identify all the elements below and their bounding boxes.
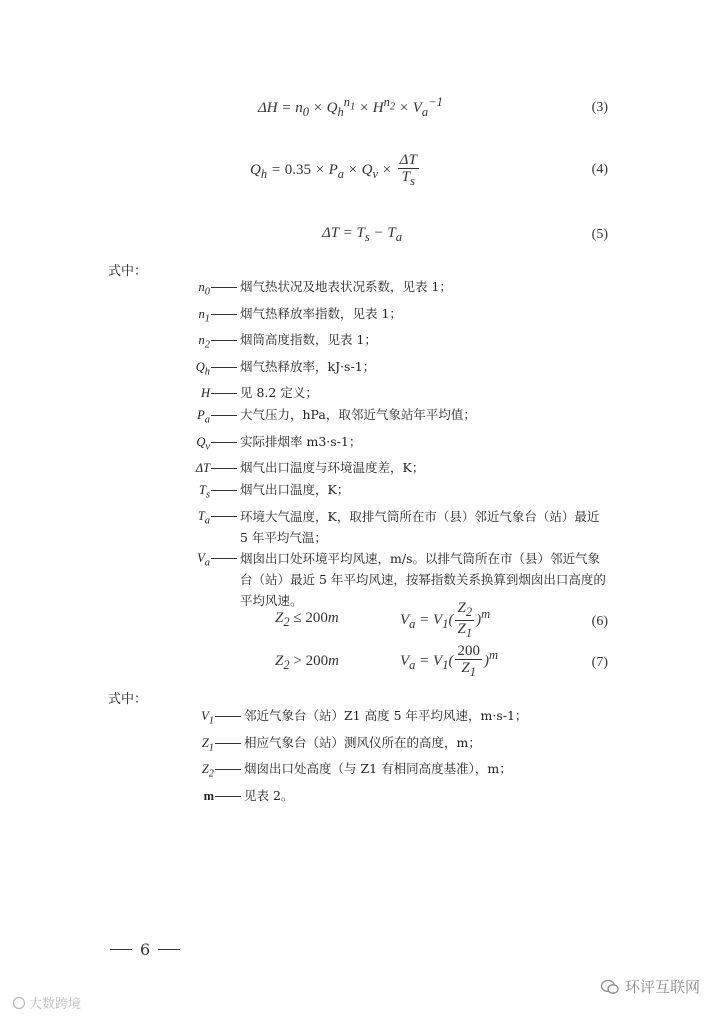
definition-text: 见表 2。 bbox=[244, 787, 294, 803]
definition-text: 实际排烟率 m3·s-1； bbox=[240, 433, 362, 449]
definition-text: 邻近气象台（站）Z1 高度 5 年平均风速，m·s-1； bbox=[244, 708, 528, 723]
definition-text: 大气压力，hPa，取邻近气象站年平均值； bbox=[240, 407, 476, 422]
definition-text: 见 8.2 定义； bbox=[240, 385, 318, 400]
definition-text: 烟囱出口处环境平均风速，m/s。以排气筒所在市（县）邻近气象台（站）最近 5 年平均风速，按幂指数关系换算到烟囱出口高度的平均风速。 bbox=[240, 550, 606, 608]
definition-item: $T_s$ 烟气出口温度，K； bbox=[198, 482, 350, 501]
definition-item: H 见 8.2 定义； bbox=[200, 385, 318, 400]
definition-text: 烟气热状况及地表状况系数，见表 1； bbox=[240, 279, 452, 294]
equation-number-3: (3) bbox=[591, 100, 608, 115]
fraction-200-Z1: $\frac{200}{Z_1}$ bbox=[457, 643, 480, 679]
equation-4: $Q_h = 0.35 \times P_a \times Q_v$ × $\frac{\Delta T}{T_s}$ bbox=[250, 152, 417, 188]
equation-3: $\Delta H = n_0 \times Q_h^{n_1} \times H^{n_2} \times V_a^{-1}$ bbox=[258, 95, 443, 119]
equation-number-4: (4) bbox=[591, 162, 608, 177]
definition-item: $n_0$ 烟气热状况及地表状况系数，见表 1； bbox=[198, 279, 452, 298]
definition-list-1 bbox=[170, 276, 610, 611]
definition-item: $n_2$ 烟筒高度指数，见表 1； bbox=[198, 332, 377, 351]
definition-item: $n_1$ 烟气热释放率指数，见表 1； bbox=[198, 305, 402, 324]
page-number bbox=[110, 940, 180, 959]
equation-7-condition: $Z_2 > 200m$ bbox=[275, 653, 339, 672]
definition-item: $Q_v$ 实际排烟率 m3·s-1； bbox=[196, 433, 362, 452]
definition-item: $P_a$ 大气压力，hPa，取邻近气象站年平均值； bbox=[197, 407, 476, 426]
definition-item: m 见表 2。 bbox=[203, 787, 294, 803]
watermark-left-text: 大数跨境 bbox=[29, 997, 82, 1012]
definition-item: $T_a$ 环境大气温度，K，取排气筒所在市（县）邻近气象台（站）最近 5 年平均气温； bbox=[170, 506, 610, 548]
fraction-deltaT-Ts: $\frac{\Delta T}{T_s}$ bbox=[399, 152, 417, 188]
definition-item: $V_a$ 烟囱出口处环境平均风速，m/s。以排气筒所在市（县）邻近气象台（站）最近 5 年平均风速，按幂指数关系换算到烟囱出口高度的平均风速。 bbox=[170, 548, 610, 611]
definition-list-2 bbox=[174, 705, 614, 807]
equation-number-5: (5) bbox=[591, 227, 608, 242]
equation-5: $\Delta T = T_s - T_a$ bbox=[322, 225, 402, 244]
definition-text: 烟气热释放率指数，见表 1； bbox=[240, 305, 402, 321]
watermark-right bbox=[601, 976, 700, 997]
equation-number-7: (7) bbox=[591, 655, 608, 670]
wechat-icon bbox=[601, 979, 619, 995]
equation-6-operator: ≤ bbox=[293, 610, 302, 626]
fraction-Z2-Z1: $\frac{Z_2}{Z_1}$ bbox=[457, 600, 473, 640]
definition-text: 烟气热释放率，kJ·s-1； bbox=[240, 358, 376, 374]
page-number-dash-left bbox=[110, 949, 132, 950]
watermark-right-text: 环评互联网 bbox=[624, 978, 700, 996]
equation-7-operator: > bbox=[293, 653, 302, 669]
watermark-left bbox=[12, 993, 81, 1012]
definition-text: 相应气象台（站）测风仪所在的高度，m； bbox=[244, 734, 481, 750]
definition-text: 烟气出口温度，K； bbox=[240, 482, 350, 497]
equation-6: $V_a = V_1$( $\frac{Z_2}{Z_1}$ )$^m$ bbox=[400, 600, 491, 640]
definition-item: $Q_h$ 烟气热释放率，kJ·s-1； bbox=[195, 358, 376, 377]
definition-item: $Z_1$ 相应气象台（站）测风仪所在的高度，m； bbox=[201, 734, 481, 753]
definition-text: 烟气出口温度与环境温度差，K； bbox=[240, 460, 425, 475]
definition-text: 环境大气温度，K，取排气筒所在市（县）邻近气象台（站）最近 5 年平均气温； bbox=[240, 508, 600, 545]
page-number-value: 6 bbox=[140, 940, 151, 959]
brand-logo-icon bbox=[12, 996, 26, 1010]
definition-item: $V_1$ 邻近气象台（站）Z1 高度 5 年平均风速，m·s-1； bbox=[201, 708, 528, 727]
equation-number-6: (6) bbox=[591, 614, 608, 629]
definition-item: $Z_2$ 烟囱出口处高度（与 Z1 有相同高度基准），m； bbox=[201, 761, 512, 780]
equation-7: $V_a = V_1$( $\frac{200}{Z_1}$ )$^m$ bbox=[400, 643, 498, 679]
definition-item: ΔT 烟气出口温度与环境温度差，K； bbox=[195, 460, 425, 475]
where-label-1: 式中： bbox=[108, 264, 148, 279]
page-number-dash-right bbox=[158, 949, 180, 950]
definition-text: 烟筒高度指数，见表 1； bbox=[240, 332, 377, 347]
equation-6-condition: $Z_2 \le 200m$ bbox=[275, 610, 339, 629]
where-label-2: 式中： bbox=[108, 692, 148, 707]
definition-text: 烟囱出口处高度（与 Z1 有相同高度基准），m； bbox=[244, 761, 512, 776]
